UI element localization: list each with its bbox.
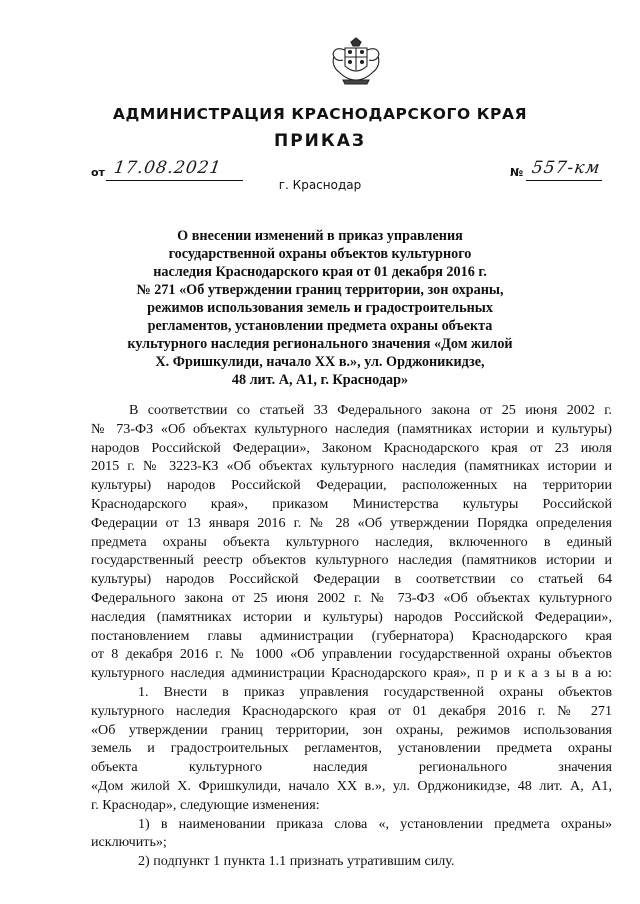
title-line: 48 лит. А, А1, г. Краснодар» bbox=[231, 372, 409, 388]
coat-of-arms-emblem bbox=[329, 36, 383, 88]
body-line: земель и градостроительных регламентов, установлении предмета охраны bbox=[91, 740, 612, 757]
body-line: 1. Внести в приказ управления государственной охраны объектов bbox=[138, 683, 612, 700]
document-title bbox=[120, 227, 520, 389]
body-line: 2015 г. № 3223-КЗ «Об объектах культурного наследия (памятниках истории и bbox=[91, 458, 612, 475]
body-line: государственный реестр объектов культурного наследия (памятников истории и bbox=[91, 552, 612, 569]
title-line: государственной охраны объектов культурного bbox=[168, 246, 472, 262]
body-line: «Дом жилой Х. Фришкулиди, начало XX в.», ул. Орджоникидзе, 48 лит. А, А1, bbox=[91, 777, 612, 794]
number-label: № bbox=[510, 166, 524, 179]
body-line: постановлением главы администрации (губернатора) Краснодарского края bbox=[91, 627, 612, 644]
body-line: 2) подпункт 1 пункта 1.1 признать утратившим силу. bbox=[138, 853, 455, 870]
body-line: Краснодарского края», приказом Министерства культуры Российской bbox=[91, 495, 612, 512]
date-label: от bbox=[91, 166, 105, 179]
body-line: объекта культурного наследия регионального значения bbox=[91, 759, 612, 776]
agency-name: АДМИНИСТРАЦИЯ КРАСНОДАРСКОГО КРАЯ bbox=[112, 105, 528, 123]
document-type: ПРИКАЗ bbox=[273, 131, 367, 151]
title-line: № 271 «Об утверждении границ территории, зон охраны, bbox=[136, 282, 504, 298]
number-value-handwritten: 557-км bbox=[530, 158, 602, 178]
title-line: культурного наследия регионального значения «Дом жилой bbox=[127, 336, 513, 352]
body-line: от 8 декабря 2016 г. № 1000 «Об управлении государственной охраны объектов bbox=[91, 646, 612, 663]
body-line: г. Краснодар», следующие изменения: bbox=[91, 796, 320, 813]
body-line: наследия (памятниках истории и культуры) народов Российской Федерации», bbox=[91, 608, 612, 625]
title-line: О внесении изменений в приказ управления bbox=[177, 228, 463, 244]
body-line: народов Российской Федерации», Законом Краснодарского края от 23 июля bbox=[91, 439, 612, 456]
body-line: исключить»; bbox=[91, 834, 167, 851]
body-line: предмета охраны объекта культурного наследия, включенного в единый bbox=[91, 533, 612, 550]
body-line: Федерального закона от 25 июня 2002 г. № 73-ФЗ «Об объектах культурного bbox=[91, 589, 612, 606]
title-line: Х. Фришкулиди, начало XX в.», ул. Орджоникидзе, bbox=[155, 354, 485, 370]
body-line: № 73-ФЗ «Об объектах культурного наследия (памятниках истории и культуры) bbox=[91, 420, 612, 437]
body-line: культуры) народов Российской Федерации, расположенных на территории bbox=[91, 477, 612, 494]
body-line: культурного наследия администрации Краснодарского края», п р и к а з ы в а ю: bbox=[91, 665, 612, 682]
body-line: культурного наследия Краснодарского края от 01 декабря 2016 г. № 271 bbox=[91, 702, 612, 719]
city-name: г. Краснодар bbox=[278, 178, 362, 192]
document-body bbox=[91, 401, 612, 871]
title-line: наследия Краснодарского края от 01 декабря 2016 г. bbox=[153, 264, 487, 280]
body-line: «Об утверждении границ территории, зон охраны, режимов использования bbox=[91, 721, 612, 738]
title-line: регламентов, установлении предмета охраны объекта bbox=[147, 318, 493, 334]
date-value-handwritten: 17.08.2021 bbox=[112, 158, 223, 178]
title-line: режимов использования земель и градостроительных bbox=[147, 300, 493, 316]
body-line: В соответствии со статьей 33 Федерального закона от 25 июня 2002 г. bbox=[129, 402, 612, 418]
body-line: Федерации от 13 января 2016 г. № 28 «Об утверждении Порядка определения bbox=[91, 514, 612, 531]
body-line: 1) в наименовании приказа слова «, установлении предмета охраны» bbox=[138, 815, 612, 832]
body-line: культуры) народов Российской Федерации в соответствии со статьей 64 bbox=[91, 571, 612, 588]
